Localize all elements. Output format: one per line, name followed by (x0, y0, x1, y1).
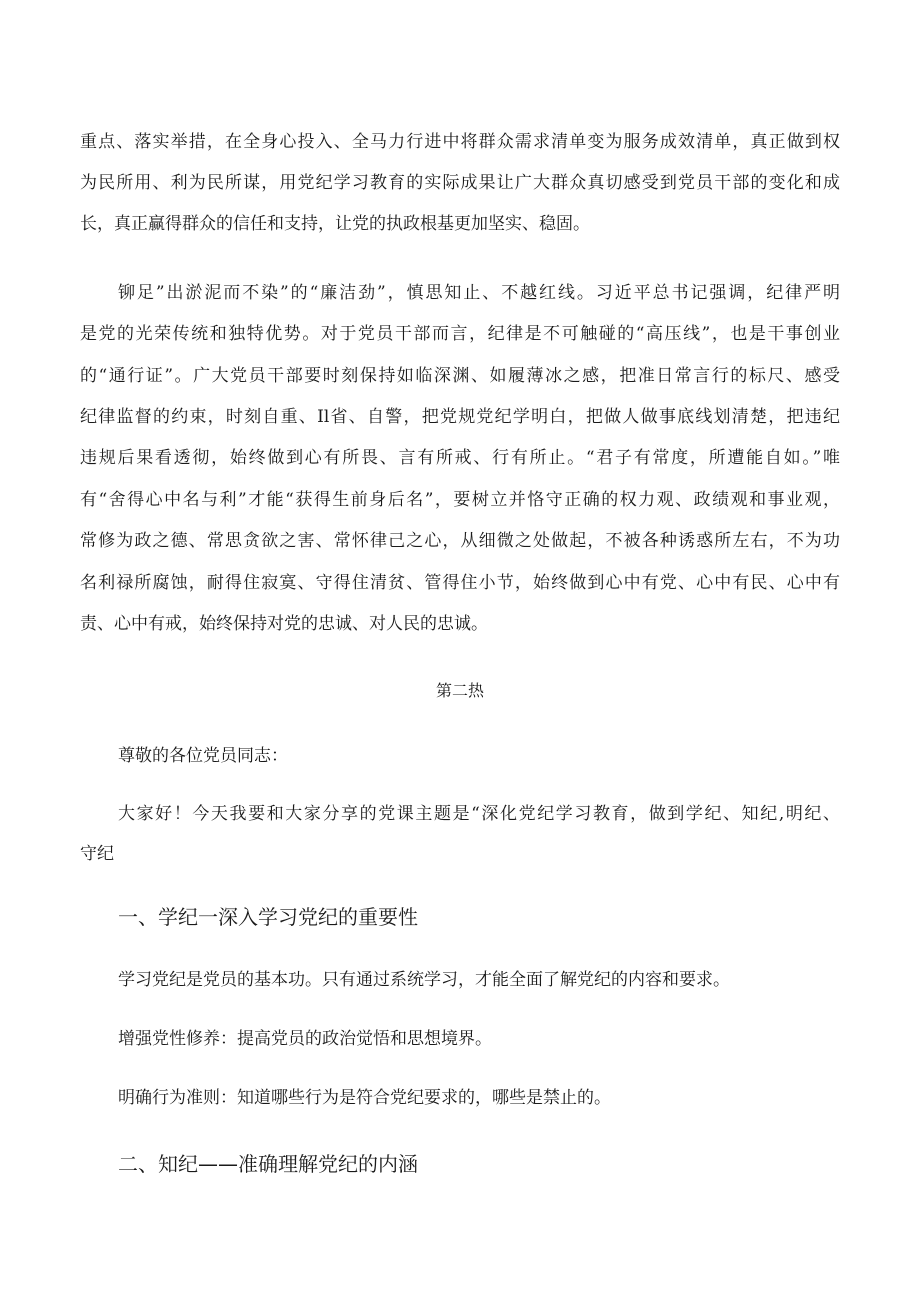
greeting: 尊敬的各位党员同志： (118, 746, 288, 766)
intro-line: 守纪 (80, 844, 114, 864)
paragraph-line: 长，真正赢得群众的信任和支持，让党的执政根基更加坚实、稳固。 (80, 214, 590, 234)
paragraph-line: 常修为政之德、常思贪欲之害、常怀律己之心，从细微之处做起，不被各种诱惑所左右，不为功 (80, 531, 840, 551)
paragraph-line: 是党的光荣传统和独特优势。对于党员干部而言，纪律是不可触碰的“高压线”，也是干事创业 (80, 324, 840, 344)
paragraph-line: 为民所用、利为民所谋，用党纪学习教育的实际成果让广大群众真切感受到党员干部的变化和成 (80, 173, 840, 193)
intro-line: 大家好！今天我要和大家分享的党课主题是“深化党纪学习教育，做到学纪、知纪,明纪、 (118, 804, 840, 824)
paragraph-line: 责、心中有戒，始终保持对党的忠诚、对人民的忠诚。 (80, 614, 488, 634)
section-title: 第二热 (435, 681, 484, 700)
heading-know: 二、知纪——准确理解党纪的内涵 (118, 1152, 418, 1176)
point-line: 增强党性修养：提高党员的政治觉悟和思想境界。 (118, 1029, 492, 1049)
heading-study: 一、学纪一深入学习党纪的重要性 (118, 905, 418, 929)
paragraph-line: 有“舍得心中名与利”才能“获得生前身后名”，要树立并恪守正确的权力观、政绩观和事业观， (80, 490, 840, 510)
paragraph-line: 铆足”出淤泥而不染”的“廉洁劲”，慎思知止、不越红线。习近平总书记强调，纪律严明 (118, 283, 840, 303)
paragraph-line: 纪律监督的约束，时刻自重、Il省、自警，把党规党纪学明白，把做人做事底线划清楚，把违纪 (80, 407, 840, 427)
paragraph-line: 的“通行证”。广大党员干部要时刻保持如临深渊、如履薄冰之感，把准日常言行的标尺、感受 (80, 366, 840, 386)
paragraph-line: 重点、落实举措，在全身心投入、全马力行进中将群众需求清单变为服务成效清单，真正做到权 (80, 132, 840, 152)
point-line: 明确行为准则：知道哪些行为是符合党纪要求的，哪些是禁止的。 (118, 1088, 611, 1108)
point-line: 学习党纪是党员的基本功。只有通过系统学习，才能全面了解党纪的内容和要求。 (118, 970, 730, 990)
paragraph-line: 违规后果看透彻，始终做到心有所畏、言有所戒、行有所止。“君子有常度，所遭能自如。”唯 (80, 448, 840, 468)
paragraph-line: 名利禄所腐蚀，耐得住寂寞、守得住清贫、管得住小节，始终做到心中有党、心中有民、心中有 (80, 573, 840, 593)
